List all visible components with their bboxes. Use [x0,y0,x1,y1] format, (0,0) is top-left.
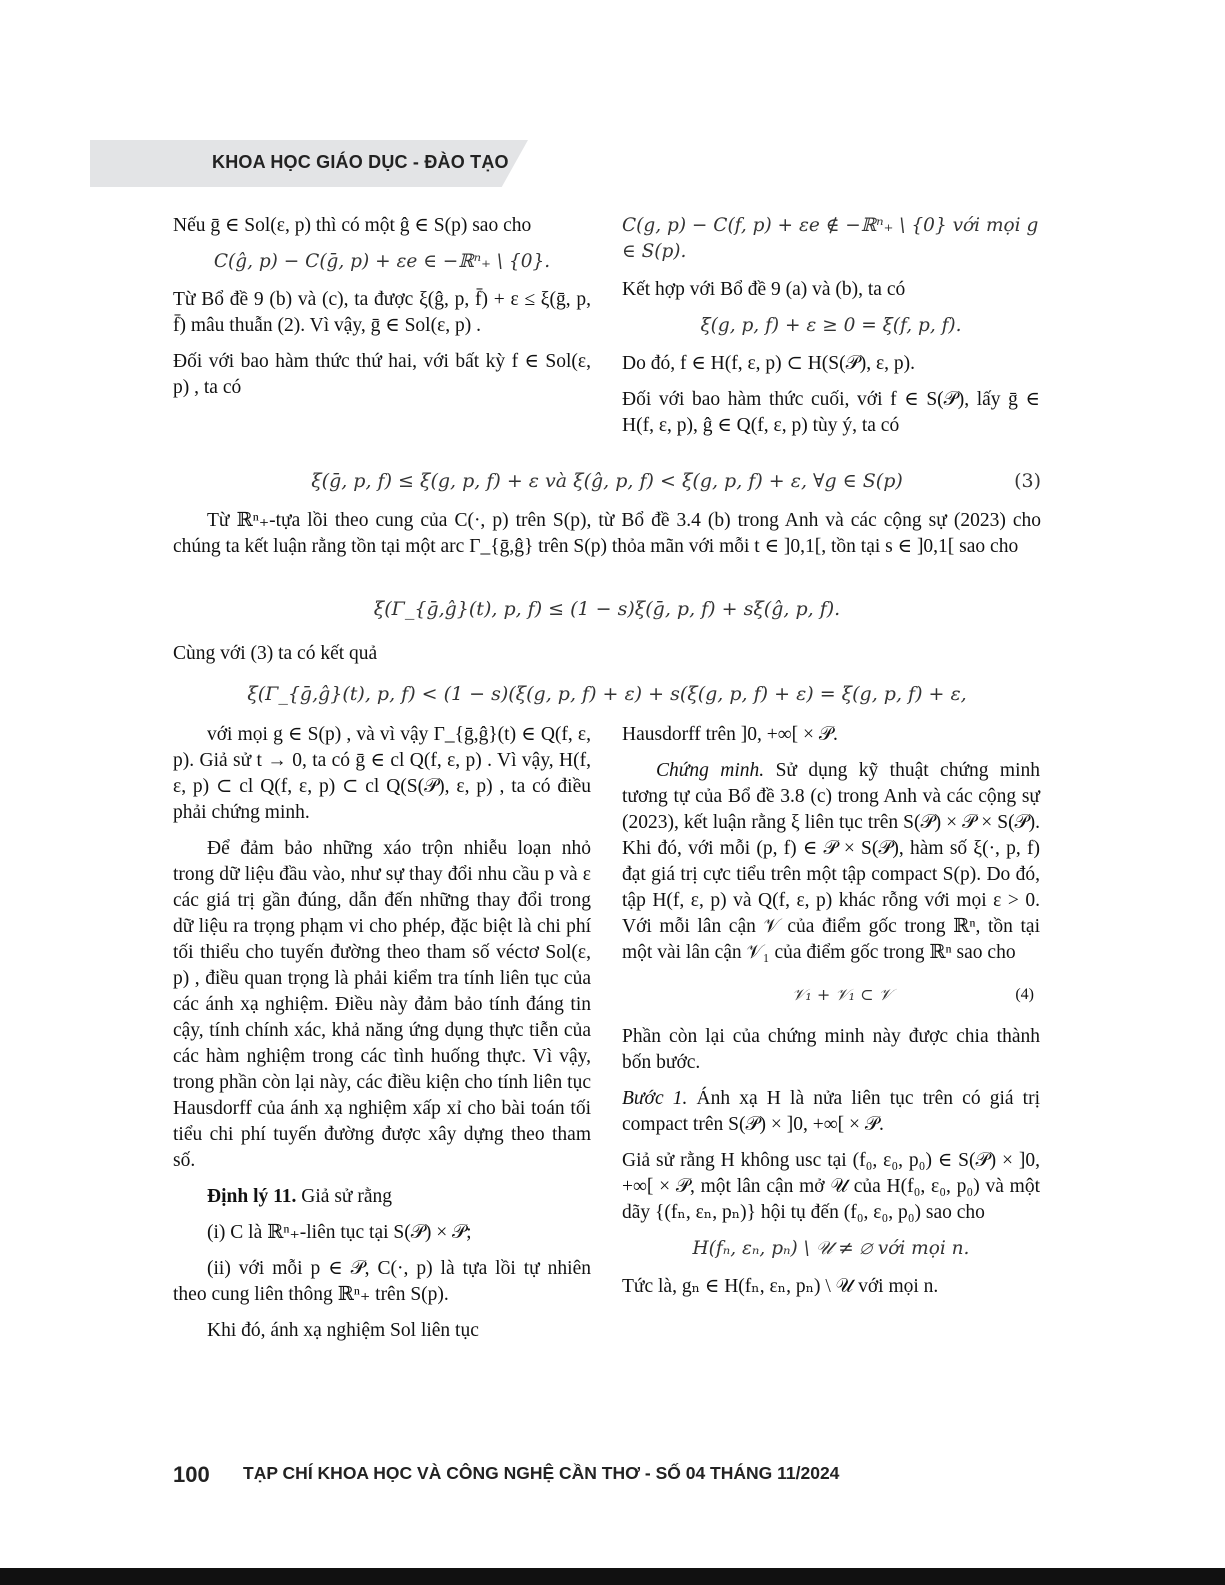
paragraph: Từ Bổ đề 9 (b) và (c), ta được ξ(ĝ, p, f̄) + ε ≤ ξ(ḡ, p, f̄) mâu thuẫn (2). Vì vậy, ḡ ∈ Sol(ε, p) . [173,289,591,336]
left-column-top [173,213,591,411]
journal-footer: TẠP CHÍ KHOA HỌC VÀ CÔNG NGHỆ CẦN THƠ - SỐ 04 THÁNG 11/2024 [243,1463,840,1483]
equation: C(ĝ, p) − C(ḡ, p) + εe ∈ −ℝⁿ₊ \ {0}. [213,251,551,272]
equation-number: (4) [1015,986,1034,1003]
paragraph: Hausdorff trên ]0, +∞[ × 𝒫. [622,724,838,745]
paragraph: Phần còn lại của chứng minh này được chia thành bốn bước. [622,1026,1040,1073]
theorem-label: Định lý 11. [207,1186,297,1207]
paragraph: Kết hợp với Bổ đề 9 (a) và (b), ta có [622,279,906,300]
equation-5: ξ(Γ_{ḡ,ĝ}(t), p, f) < (1 − s)(ξ(g, p, f) + ε) + s(ξ(g, p, f) + ε) = ξ(g, p, f) + ε, [247,683,967,705]
left-column-bottom [173,722,591,1354]
paragraph: Để đảm bảo những xáo trộn nhiễu loạn nhỏ trong dữ liệu đầu vào, như sự thay đổi nhu cầu p và ε các giá trị gần đúng, dẫn đến những thay đổi trong dữ liệu ra trọng phạm vi cho phép, đặc biệt là chi phí tối thiểu cho tuyến đường theo tham số véctơ Sol(ε, p) , điều quan trọng là phải kiểm tra tính liên tục của các ánh xạ nghiệm. Điều này đảm bảo tính đáng tin cậy, tính chính xác, khả năng ứng dụng thực tiễn của các hàm nghiệm trong các tình huống thực. Vì vậy, trong phần còn lại này, các điều kiện cho tính liên tục Hausdorff của ánh xạ nghiệm xấp xỉ cho bài toán tối tiểu chi phí tuyến đường được xây dựng theo tham số. [173,838,591,1171]
paragraph: Giả sử rằng H không usc tại (f₀, ε₀, p₀) ∈ S(𝒫) × ]0, +∞[ × 𝒫, một lân cận mở 𝒰 của H(f₀, ε₀, p₀) và một dãy {(fₙ, εₙ, pₙ)} hội tụ đến (f₀, ε₀, p₀) sao cho [622,1150,1040,1223]
paragraph: Từ ℝⁿ₊-tựa lồi theo cung của C(·, p) trên S(p), từ Bổ đề 3.4 (b) trong Anh và các cộng sự (2023) cho chúng ta kết luận rằng tồn tại một arc Γ_{ḡ,ĝ} trên S(p) thỏa mãn với mỗi t ∈ ]0,1[, tồn tại s ∈ ]0,1[ sao cho [173,510,1041,557]
paragraph: Đối với bao hàm thức thứ hai, với bất kỳ f ∈ Sol(ε, p) , ta có [173,351,591,398]
step-label: Bước 1. [622,1088,688,1109]
equation-number: (3) [1014,470,1041,492]
right-column-top [622,213,1040,449]
list-item: (ii) với mỗi p ∈ 𝒫, C(·, p) là tựa lồi tự nhiên theo cung liên thông ℝⁿ₊ trên S(p). [173,1258,591,1305]
equation-4: ξ(Γ_{ḡ,ĝ}(t), p, f) ≤ (1 − s)ξ(ḡ, p, f) + sξ(ĝ, p, f). [373,598,841,620]
theorem-text: Giả sử rằng [296,1186,393,1207]
proof-paragraph [622,758,1040,966]
equation-4-row [622,976,1040,1016]
section-title: KHOA HỌC GIÁO DỤC - ĐÀO TẠO [212,152,509,172]
step-paragraph [622,1086,1040,1138]
page-number: 100 [173,1462,210,1487]
proof-text: Sử dụng kỹ thuật chứng minh tương tự của Bổ đề 3.8 (c) trong Anh và các cộng sự (2023), kết luận rằng ξ liên tục trên S(𝒫) × 𝒫 × S(𝒫). Khi đó, với mỗi (p, f) ∈ 𝒫 × S(𝒫), hàm số ξ(·, p, f) đạt giá trị cực tiểu trên một tập compact S(p). Do đó, tập H(f, ε, p) và Q(f, ε, p) khác rỗng với mọi ε > 0. Với mỗi lân cận 𝒱 của điểm gốc trong ℝⁿ, tồn tại một vài lân cận 𝒱₁ của điểm gốc trong ℝⁿ sao cho [622,760,1040,963]
paragraph: với mọi g ∈ S(p) , và vì vậy Γ_{ḡ,ĝ}(t) ∈ Q(f, ε, p). Giả sử t → 0, ta có ḡ ∈ cl Q(f, ε, p) . Vì vậy, H(f, ε, p) ⊂ cl Q(f, ε, p) ⊂ cl Q(S(𝒫), ε, p) , ta có điều phải chứng minh. [173,724,591,823]
step-text: Ánh xạ H là nửa liên tục trên có giá trị compact trên S(𝒫) × ]0, +∞[ × 𝒫. [622,1088,1041,1135]
equation: C(g, p) − C(f, p) + εe ∉ −ℝⁿ₊ \ {0} với mọi g ∈ S(p). [622,215,1039,262]
paragraph: Đối với bao hàm thức cuối, với f ∈ S(𝒫), lấy ḡ ∈ H(f, ε, p), ĝ ∈ Q(f, ε, p) tùy ý, ta có [622,389,1040,436]
equation-3-body: ξ(ḡ, p, f) ≤ ξ(g, p, f) + ε và ξ(ĝ, p, f) < ξ(g, p, f) + ε, ∀g ∈ S(p) [311,470,903,492]
equation: H(fₙ, εₙ, pₙ) \ 𝒰 ≠ ∅ với mọi n. [692,1238,970,1259]
list-item: (i) C là ℝⁿ₊-liên tục tại S(𝒫) × 𝒫; [207,1222,472,1243]
right-column-bottom [622,722,1040,1310]
equation-3 [173,470,1041,492]
proof-label: Chứng minh. [656,760,765,781]
page-bottom-bar [0,1568,1225,1585]
theorem-statement [173,1184,591,1210]
paragraph: Khi đó, ánh xạ nghiệm Sol liên tục [207,1320,479,1341]
equation: ξ(g, p, f) + ε ≥ 0 = ξ(f, p, f). [700,315,962,336]
paragraph: Cùng với (3) ta có kết quả [173,643,378,664]
paragraph: Nếu ḡ ∈ Sol(ε, p) thì có một ĝ ∈ S(p) sao cho [173,215,532,236]
equation-4-body: 𝒱₁ + 𝒱₁ ⊂ 𝒱 [792,985,892,1004]
paragraph: Tức là, gₙ ∈ H(fₙ, εₙ, pₙ) \ 𝒰 với mọi n. [622,1276,939,1297]
paragraph: Do đó, f ∈ H(f, ε, p) ⊂ H(S(𝒫), ε, p). [622,353,916,374]
